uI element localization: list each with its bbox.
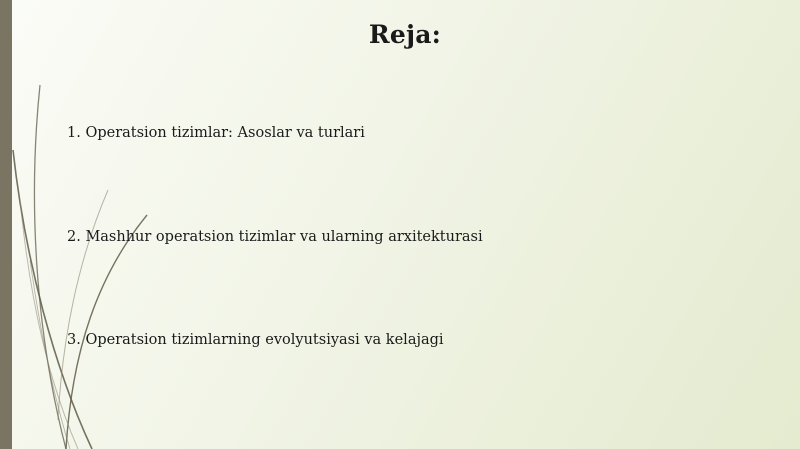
grass-decoration xyxy=(0,0,160,449)
grass-stroke xyxy=(13,150,92,449)
grass-stroke xyxy=(34,85,66,449)
plan-item-1: 1. Operatsion tizimlar: Asoslar va turlari xyxy=(67,125,365,141)
slide-title: Reja: xyxy=(368,20,442,49)
plan-item-2: 2. Mashhur operatsion tizimlar va ularning arxitekturasi xyxy=(67,229,483,245)
plan-item-3: 3. Operatsion tizimlarning evolyutsiyasi va kelajagi xyxy=(67,332,444,348)
